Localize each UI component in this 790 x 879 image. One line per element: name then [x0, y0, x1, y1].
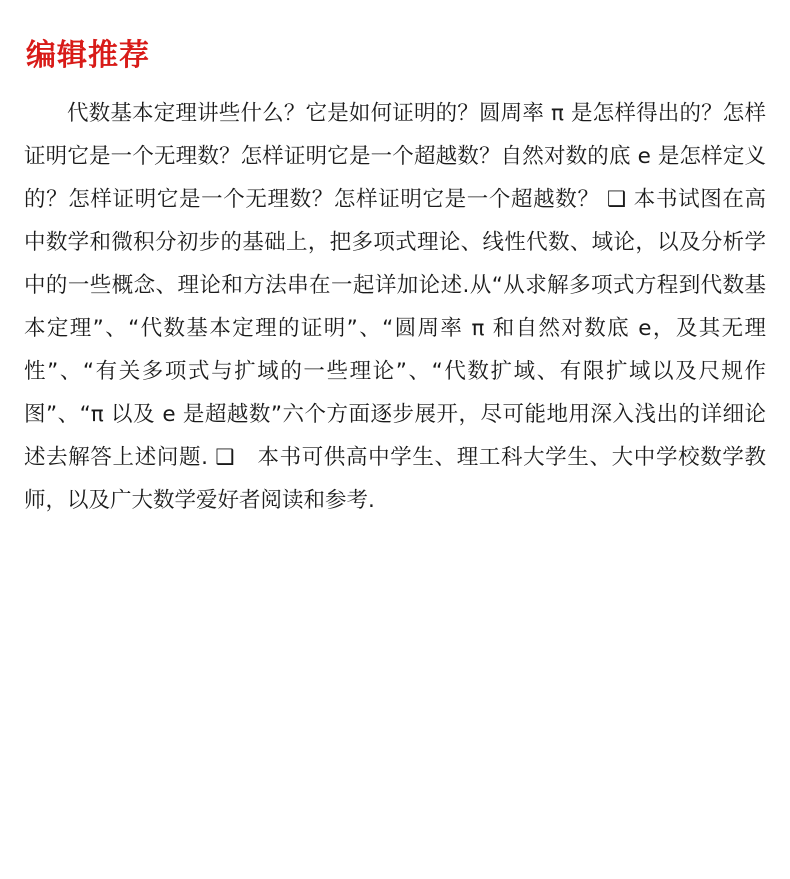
body-paragraph: 代数基本定理讲些什么？它是如何证明的？圆周率 π 是怎样得出的？怎样证明它是一个无理数？怎样证明它是一个超越数？自然对数的底 e 是怎样定义的？怎样证明它是一个无理数？怎样证明它是一个超越数？ ❑ 本书试图在高中数学和微积分初步的基础上，把多项式理论、线性代数、域论，以及分析学中的一些概念、理论和方法串在一起详加论述.从“从求解多项式方程到代数基本定理”、“代数基本定理的证明”、“圆周率 π 和自然对数底 e，及其无理性”、“有关多项式与扩域的一些理论”、“代数扩域、有限扩域以及尺规作图”、“π 以及 e 是超越数”六个方面逐步展开，尽可能地用深入浅出的详细论述去解答上述问题. ❑ 本书可供高中学生、理工科大学生、大中学校数学教师，以及广大数学爱好者阅读和参考. — [24, 101, 766, 513]
page-title: 编辑推荐 — [26, 38, 150, 73]
